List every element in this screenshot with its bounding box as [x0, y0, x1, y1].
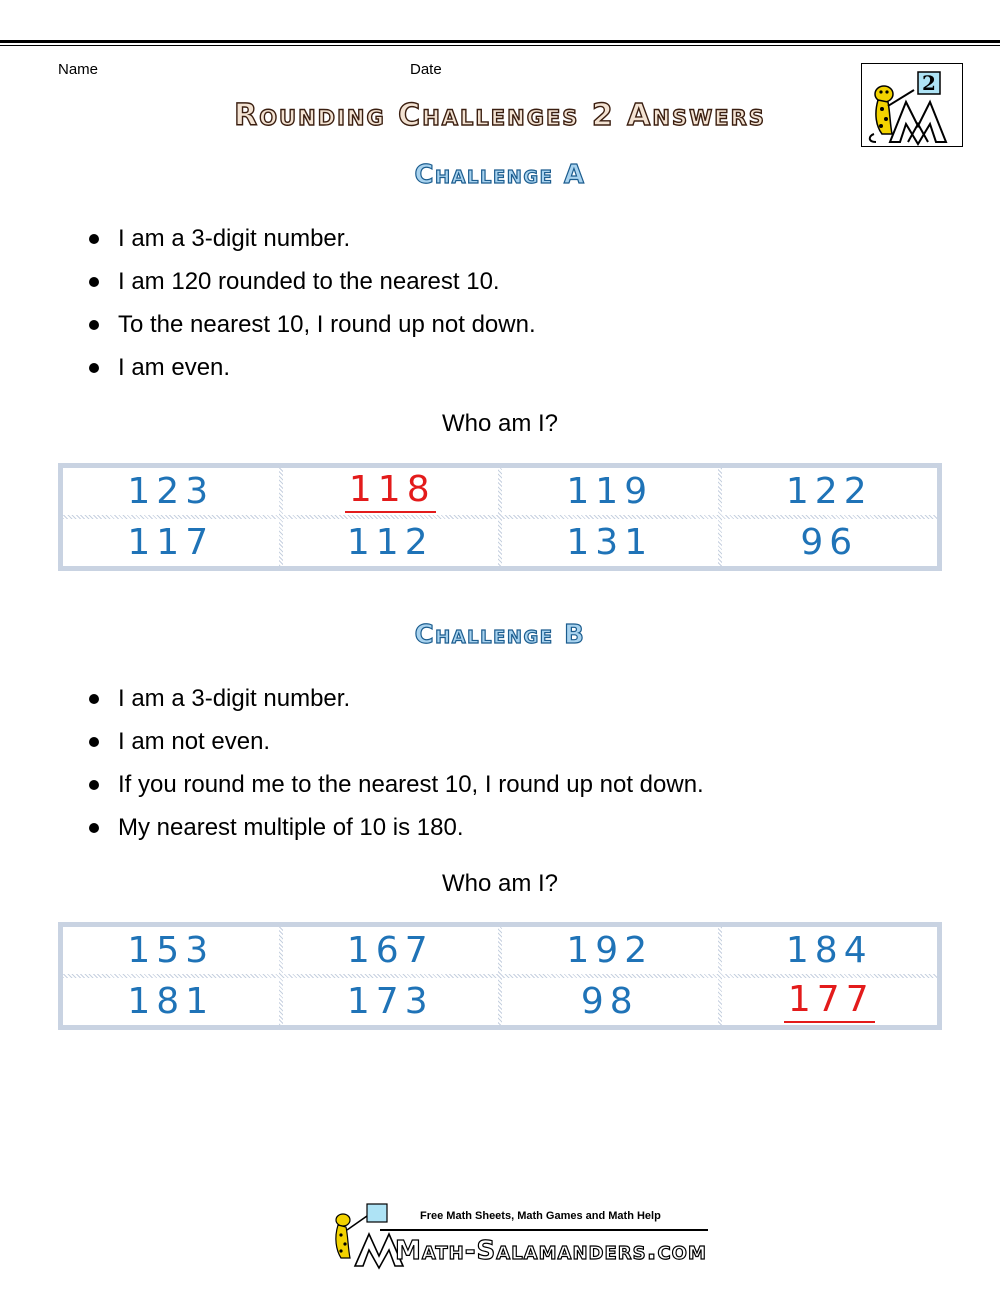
footer-site-name: Math-Salamanders.com [395, 1236, 707, 1266]
number-cell: 98 [502, 978, 718, 1025]
number-cell: 96 [722, 519, 938, 566]
answer-cell: 177 [722, 978, 938, 1025]
salamander-logo [861, 63, 963, 147]
bullet-icon [89, 737, 99, 747]
number-cell: 119 [502, 468, 718, 515]
list-item: I am a 3-digit number. [80, 224, 536, 267]
challenge-a-grid [58, 463, 942, 571]
number-cell: 181 [63, 978, 279, 1025]
challenge-b-grid [58, 922, 942, 1030]
footer-tagline: Free Math Sheets, Math Games and Math Help [420, 1210, 661, 1222]
number-cell: 153 [63, 927, 279, 974]
challenge-b-clues [80, 684, 704, 856]
number-cell: 122 [722, 468, 938, 515]
challenge-a-question: Who am I? [441, 410, 559, 437]
bullet-icon [89, 277, 99, 287]
page-title: Rounding Challenges 2 Answers [234, 98, 766, 133]
bullet-icon [89, 823, 99, 833]
list-item: If you round me to the nearest 10, I round up not down. [80, 770, 704, 813]
challenge-a-clues [80, 224, 536, 396]
number-cell: 123 [63, 468, 279, 515]
list-item: I am not even. [80, 727, 704, 770]
list-item: I am even. [80, 353, 536, 396]
list-item: I am 120 rounded to the nearest 10. [80, 267, 536, 310]
list-item: My nearest multiple of 10 is 180. [80, 813, 704, 856]
number-cell: 112 [283, 519, 499, 566]
list-item: To the nearest 10, I round up not down. [80, 310, 536, 353]
bullet-icon [89, 780, 99, 790]
list-item: I am a 3-digit number. [80, 684, 704, 727]
bullet-icon [89, 234, 99, 244]
number-cell: 131 [502, 519, 718, 566]
number-cell: 184 [722, 927, 938, 974]
grade-number: 2 [922, 71, 936, 95]
number-cell: 167 [283, 927, 499, 974]
date-label: Date [410, 61, 442, 78]
top-rule [0, 40, 1000, 43]
bullet-icon [89, 363, 99, 373]
top-rule-thin [0, 45, 1000, 46]
number-cell: 117 [63, 519, 279, 566]
bullet-icon [89, 694, 99, 704]
answer-cell: 118 [283, 468, 499, 515]
footer-divider [380, 1229, 708, 1231]
name-label: Name [58, 61, 99, 78]
challenge-b-heading: Challenge B [414, 620, 586, 650]
number-cell: 173 [283, 978, 499, 1025]
challenge-a-heading: Challenge A [414, 160, 586, 190]
bullet-icon [89, 320, 99, 330]
number-cell: 192 [502, 927, 718, 974]
challenge-b-question: Who am I? [441, 870, 559, 897]
